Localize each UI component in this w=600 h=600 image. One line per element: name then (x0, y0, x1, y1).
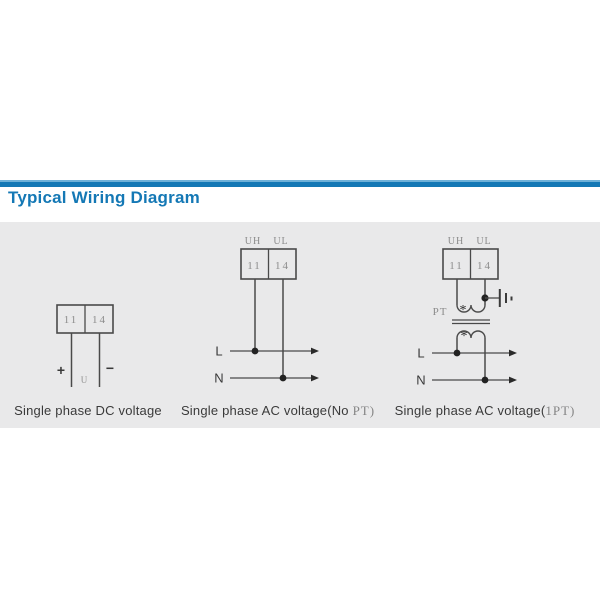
n-label: N (416, 372, 426, 388)
terminal-14-label: 14 (477, 260, 492, 272)
terminal-11-label: 11 (63, 314, 79, 326)
earth-ground-icon (500, 289, 512, 307)
divider-bar-main (0, 182, 600, 187)
terminal-11-label: 11 (449, 260, 464, 272)
page-title: Typical Wiring Diagram (8, 188, 200, 207)
diagram-dc-voltage (57, 305, 114, 387)
l-junction-dot (252, 348, 259, 355)
n-junction-dot (280, 375, 287, 382)
ul-label: UL (476, 236, 492, 247)
caption-text: Single phase AC voltage( (394, 403, 546, 418)
uh-label: UH (447, 236, 465, 247)
pt-label: PT (432, 306, 448, 318)
polarity-mark-bottom: * (460, 329, 468, 344)
terminal-14-label: 14 (275, 260, 290, 272)
l-junction-dot (454, 350, 461, 357)
diagram-ac-voltage-no-pt (214, 236, 319, 386)
caption-single-phase-dc (8, 401, 168, 421)
l-arrow-icon (509, 350, 517, 357)
minus-sign-label: − (105, 360, 115, 376)
l-label: L (417, 345, 425, 361)
section-divider-bar (0, 180, 600, 187)
plus-sign-label: + (56, 362, 66, 378)
wiring-diagram-panel (0, 222, 600, 428)
caption-single-phase-ac-1pt (385, 401, 585, 421)
terminal-11-label: 11 (247, 260, 262, 272)
caption-pt-suffix: PT) (352, 403, 376, 418)
polarity-mark-top: * (459, 303, 467, 318)
caption-pt-suffix: 1PT) (545, 403, 576, 418)
terminal-14-label: 14 (92, 314, 107, 326)
uh-label: UH (244, 236, 262, 247)
n-junction-dot (482, 377, 489, 384)
caption-text: Single phase AC voltage(No (180, 403, 353, 418)
wiring-diagrams-canvas (0, 222, 600, 428)
n-arrow-icon (311, 375, 319, 382)
diagram-ac-voltage-1pt (416, 236, 517, 388)
l-label: L (215, 343, 223, 359)
caption-single-phase-ac-no-pt (178, 401, 378, 421)
n-label: N (214, 370, 224, 386)
caption-text: Single phase DC voltage (14, 403, 162, 418)
voltage-u-label: U (80, 375, 88, 385)
l-arrow-icon (311, 348, 319, 355)
n-arrow-icon (509, 377, 517, 384)
ul-label: UL (273, 236, 289, 247)
